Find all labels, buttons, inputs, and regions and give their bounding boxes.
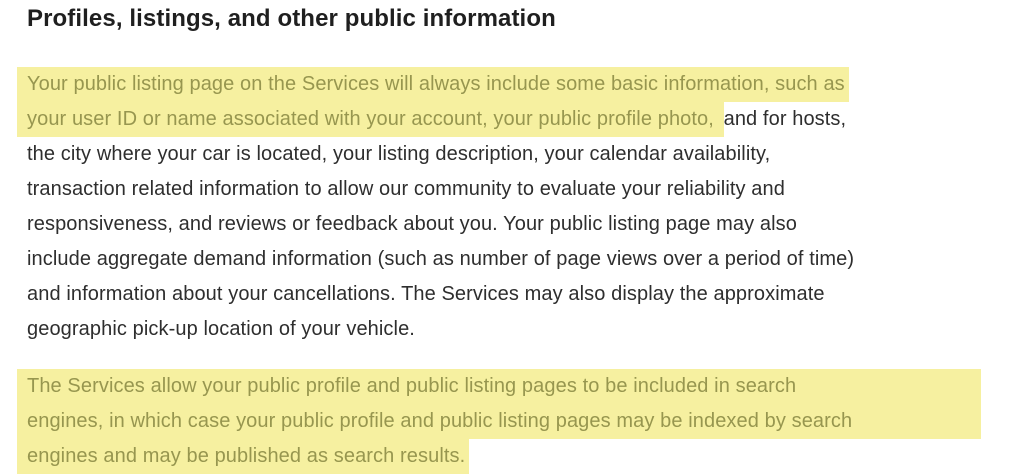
text-line <box>27 312 1024 347</box>
text-line <box>27 404 981 439</box>
text-line <box>27 207 1024 242</box>
highlighted-text: your user ID or name associated with your account, your public profile photo, <box>17 102 724 137</box>
highlighted-text: engines and may be published as search results. <box>17 439 469 474</box>
text-line <box>27 277 1024 312</box>
section-heading: Profiles, listings, and other public information <box>27 5 556 32</box>
text-line <box>27 439 981 474</box>
text-line <box>27 67 1024 102</box>
text-line <box>27 137 1024 172</box>
body-text: geographic pick-up location of your vehicle. <box>27 318 415 340</box>
body-text: the city where your car is located, your listing description, your calendar availability, <box>27 143 771 165</box>
body-text: and for hosts, <box>723 108 847 130</box>
paragraph-public-listing <box>27 67 1024 347</box>
text-line <box>27 369 981 404</box>
body-text: include aggregate demand information (such as number of page views over a period of time) <box>27 248 855 270</box>
text-line <box>27 242 1024 277</box>
body-text: responsiveness, and reviews or feedback about you. Your public listing page may also <box>27 213 797 235</box>
highlighted-text: Your public listing page on the Services will always include some basic information, such as <box>17 67 849 102</box>
body-text: and information about your cancellations. The Services may also display the approximate <box>27 283 825 305</box>
text-line <box>27 102 1024 137</box>
body-text: transaction related information to allow our community to evaluate your reliability and <box>27 178 785 200</box>
highlighted-text: engines, in which case your public profile and public listing pages may be indexed by search <box>17 404 981 439</box>
text-line <box>27 172 1024 207</box>
paragraph-search-engines <box>27 369 981 474</box>
highlighted-text: The Services allow your public profile and public listing pages to be included in search <box>17 369 981 404</box>
